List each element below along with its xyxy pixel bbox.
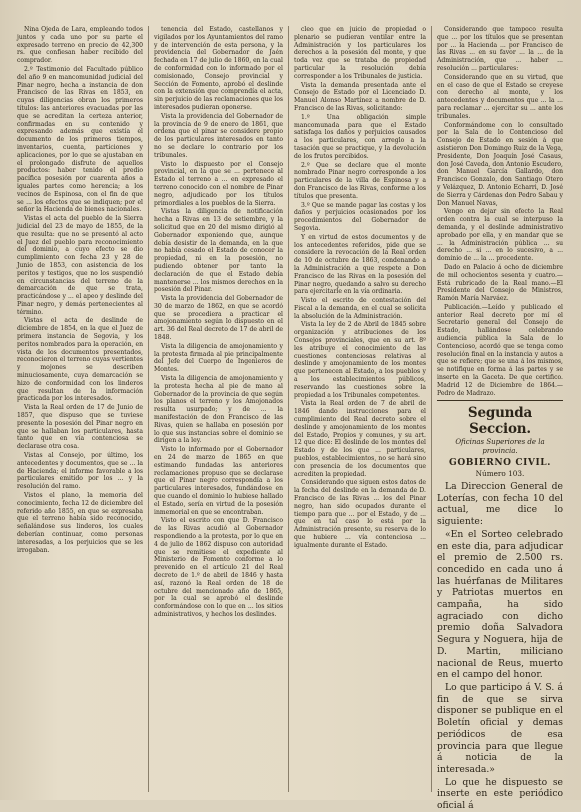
column-1	[12, 26, 149, 792]
paragraph: Visto lo dispuesto por el Consejo provincial, en la que se ... pertenece al Estado el terreno a ... en expresado el terreno conocido con el nombre de Pinar negro, adjudicado por los títulos primordiales a los pueblos de la Sierra.	[154, 160, 283, 207]
paragraph: Visto el escrito de contestación del Fiscal a la demanda, en el cual se solicita la absolución de la Administración.	[294, 297, 426, 320]
paragraph: tenencia del Estado, castellanos y vigilados por los Ayuntamientos del ramo y de intervención de esta persona, y la providencia del Gobernador de Jaén fechada en 17 de julio de 1860, en la cual de conformidad con lo informado por el comisionado, Consejo provincial y Sección de Fomento, aprobó el deslinde con la extensión que comprendía el acta, sin perjuicio de las reclamaciones que los interesados pudieran oponerse.	[154, 26, 283, 111]
column-2	[149, 26, 289, 792]
paragraph: Nina Ojeda de Lara, empleando todos juntos y cada uno por su parte el expresado terreno en precio de 42,300 rs. que confiesan haber recibido del comprador.	[17, 26, 143, 65]
paragraph: Vistas al Consejo, por último, los antecedentes y documentos, que se ... la de Hacienda; el informe favorable a los particulares emitido por los ... y la resolución del ramo.	[17, 452, 143, 491]
section-divider	[437, 400, 563, 401]
paragraph: Vista la demanda presentada ante el Consejo de Estado por el Licenciado D. Manuel Alonso Martínez a nombre de D. Francisco de las Rivas, solicitando:	[294, 81, 426, 112]
paragraph: Publicación.—Leído y publicado el anterior Real decreto por mí el Secretario general del Consejo de Estado, hallándose celebrando audiencia pública la Sala de lo Contencioso, acordó que se tenga como resolución final en la instancia y autos a que se refiere; que se una á los mismos, se notifique en forma á las partes y se inserte en la Gaceta. De que certifico. Madrid 12 de Diciembre de 1864.—Pedro de Madrazo.	[437, 303, 563, 397]
text-columns	[12, 26, 575, 812]
paragraph: Visto lo informado por el Gobernador en 24 de marzo de 1865 en que estimando fundadas las anteriores reclamaciones propuso que se declarase que el Pinar negro correspondía a los particulares interesados, fundándose en que cuando el dominio lo hubiese hallado el Estado, sería en virtud de la posesión inmemorial en que se encontraban.	[154, 446, 283, 516]
notice-number: Número 103.	[475, 469, 525, 479]
column-3	[289, 26, 432, 792]
paragraph: Vista la diligencia de amojonamiento y la protesta firmada al pie principalmente del Jefe del Cuerpo de Ingenieros de Montes.	[154, 342, 283, 374]
paragraph: Vistos el plano, la memoria del conocimiento, fecha 12 de diciembre del referido año 1855, en que se expresaba que el terreno había sido reconocido, señalándose sus linderos, los cuales deberían continuar, como personas interesadas, a los perjuicios que se les irrogaban.	[17, 492, 143, 554]
notice-paragraph: Lo que he dispuesto se inserte en este periódico oficial á	[437, 776, 563, 812]
notice-paragraph: Lo que participo á V. S. á fin de que se sirva disponer se publique en el Boletín oficial y demas periódicos de esa provincia para que llegue á noticia de la interesada.»	[437, 682, 563, 775]
paragraph: Vista la providencia del Gobernador de la provincia de 9 de enero de 1861, que ordena que el pinar se considere propio de los particulares interesados en tanto no se declare lo contrario por los tribunales.	[154, 112, 283, 159]
paragraph: Vistas la diligencia de notificación hecha a Rivas en 13 de setiembre, y la solicitud que en 20 del mismo dirigió al Gobernador exponiendo que, aunque debía desistir de la demanda, en la que no había cesado el Estado de conocer la propiedad, ni en la posesión, no pudiendo obtener por tanto la declaración de que el Estado debía mantenerse ... los mismos derechos en la posesión del Pinar.	[154, 208, 283, 294]
paragraph: cleo que en juicio de propiedad o plenario se pudieran ventilar entre la Administración y los particulares los derechos a la posesión del monte, y que toda vez que se trataba de propiedad particular la resolución debía corresponder a los Tribunales de justicia.	[294, 26, 426, 80]
section-subtitle: Oficinas Superiores de la provincia.	[455, 438, 545, 456]
paragraph: Y en virtud de estos documentos y de los antecedentes referidos, pide que se considere la revocación de la Real orden de 10 de octubre de 1863, condenando a la Administración a que respete a Don Francisco de las Rivas en la posesión del Pinar negro, quedando a salvo su derecho para ejercitarle en la vía ordinaria.	[294, 233, 426, 296]
paragraph: Considerando que en su virtud, que en el caso de que el Estado se creyese con derecho al monte, y los antecedentes y documentos que ... la ... para reclamar ... ejercitar su ... ante los tribunales.	[437, 73, 563, 120]
paragraph: Vista la providencia del Gobernador de 30 de marzo de 1862, en que se acordó que se procediera a practicar el amojonamiento según lo dispuesto en el art. 36 del Real decreto de 17 de abril de 1848.	[154, 295, 283, 342]
notice-paragraph: «En el Sorteo celebrado en este dia, para adjudicar el premio de 2.500 rs. concedido en cada uno á las huérfanas de Militares y Patriotas muertos en campaña, ha sido agraciado con dicho premio doña Salvadora Segura y Noguera, hija de D. Martin, miliciano nacional de Reus, muerto en el campo del honor.	[437, 528, 563, 681]
paragraph: Vengo en dejar sin efecto la Real orden contra la cual se interpuso la demanda, y el deslinde administrativo aprobado por ella, y en mandar que se ... la Administración pública ... su derecho ... si ... en lo sucesivo, a ... dominio de ... la ... procedente.	[437, 208, 563, 263]
paragraph: Vista la ley de 2 de Abril de 1845 sobre organización y atribuciones de los Consejos provinciales, que en su art. 8º les atribuye el conocimiento de las cuestiones contenciosas relativas al deslinde y amojonamiento de los montes que pertenecen al Estado, a los pueblos y a los establecimientos públicos, reservando las cuestiones sobre la propiedad a los Tribunales competentes.	[294, 321, 426, 399]
paragraph: Vistas el acta del pueblo de la Sierra judicial del 23 de mayo de 1855, de la que resulta: que no se presentó al acto el Juez del pueblo para reconocimiento del dominio, a cuyo efecto se dio cumplimiento con fecha 23 y 28 de Junio de 1853, con asistencia de los peritos y testigos, que no los suspendió en circunstancias del terreno de la demarcación de que se trata, practicándose y ... el apeo y deslinde del Pinar negro, y demás pertenecientes al término.	[17, 215, 143, 316]
paragraph: Considerando que tampoco resulta que ... por los títulos que se presentan por ... la Hacienda ... por Francisco de las Rivas ... en su favor ... la ... de la Administración, que ... haber ... resolución ... particulares:	[437, 26, 563, 72]
paragraph: 1.º Una obligación simple mancomunada para que el Estado satisfaga los daños y perjuicios causados a los particulares, con arreglo a la tasación que se practique, y la devolución de los frutos percibidos.	[294, 113, 426, 160]
paragraph: Conformándome con lo consultado por la Sala de lo Contencioso del Consejo de Estado en sesión á que asistieron Don Domingo Ruiz de la Vega, Presidente, Don Joaquín José Casaus, don José Caveda, don Antonio Escudero, don Manuel García Gallardo, don Francisco Gonzalo, don Santiago Otero y Velázquez, D. Antonio Echarri, D. José de Sierra y Cárdenas don Pedro Sabau y Don Manuel Navas,	[437, 121, 563, 207]
paragraph: 2.º Que se declare que el monte nombrado Pinar negro corresponde a los particulares de la villa de Espinosa y a don Francisco de las Rivas, conforme a los títulos que presenta.	[294, 161, 426, 200]
section-title: Segunda Seccion.	[467, 405, 533, 438]
paragraph: Considerando que siguen estos datos de la fecha del deslinde en la demanda de D. Francisco de las Rivas ... los del Pinar negro, han sido ocupados durante el tiempo para que ... por el Estado, y de ... que en tal caso lo está por la Administración presente, su reserva de lo que hubiere ... vía contenciosa ... igualmente durante el Estado.	[294, 479, 426, 549]
government-heading: GOBIERNO CIVIL.	[449, 458, 551, 469]
paragraph: Vista la Real orden de 7 de abril de 1846 dando instrucciones para el cumplimiento del Real decreto sobre el deslinde y amojonamiento de los montes del Estado, Propios y comunes, y su art. 12 que dice: El deslinde de los montes del Estado y de los que ... particulares, pueblos, establecimientos, no se hará sino con presencia de los documentos que acrediten la propiedad.	[294, 400, 426, 478]
paragraph: Vista la diligencia de amojonamiento y la protesta hecha al pie de mano al Gobernador de la provincia de que según los planos el terreno y los Amojonados resulta usurpado; y de ... la manifestación de don Francisco de las Rivas, quien se hallaba en posesión por lo que sus instancias sobre el dominio se dirigen a la ley.	[154, 375, 283, 445]
paragraph: Dado en Palacio á ocho de diciembre de mil ochocientos sesenta y cuatro.—Está rubricado de la Real mano.—El Presidente del Consejo de Ministros, Ramón María Narváez.	[437, 263, 563, 303]
paragraph: 3.º Que se mande pagar las costas y los daños y perjuicios ocasionados por los procedimientos del Gobernador de Segovia.	[294, 201, 426, 232]
paragraph: Vista la Real orden de 17 de Junio de 1857, que dispuso que se tuviese presente la posesión del Pinar negro en que se hallaban los particulares, hasta tanto que en vía contenciosa se declarase otra cosa.	[17, 404, 143, 451]
paragraph: Visto el escrito con que D. Francisco de las Rivas acudió al Gobernador respondiendo a la protesta, por lo que en 4 de julio de 1862 dispuso con autoridad que se remitiese el expediente al Ministerio de Fomento conforme a lo prevenido en el artículo 21 del Real decreto de 1.º de abril de 1846 y hasta así, razonó la Real orden de 18 de octubre del mencionado año de 1865, por la cual se aprobó el deslinde conformándose con lo que en ... los sitios administrativos, y hechos los deslindes.	[154, 517, 283, 618]
paragraph: Vistas el acta de deslinde de diciembre de 1854, en la que el Juez de primera instancia de Segovia, y los peritos nombrados para la operación, en vista de los documentos presentados, reconocieron el terreno cuyas vertientes y mojones se describen minuciosamente, cuya demarcación se hizo de conformidad con los linderos que resultan de la información practicada por los interesados.	[17, 317, 143, 403]
paragraph: 2.º Testimonio del Facultado público del año 9 en mancomunidad judicial del Pinar negro, hecha a instancia de don Francisco de las Rivas en 1853, en cuyas diligencias obran los primeros títulos: las anteriores evacuadas por las que se acreditan la certeza anterior, confirmadas en su contenido y expresando además que existía el documento de los primeros tiempos, inventarios, cuenta, particiones y aplicaciones, por lo que se ajustaban en el prolongado disfrute de aquellos productos: haber tenido el predio pacífica posesión por cuarenta años a iguales partes como herencia; a los vecinos de Espinosa, con el fin de que se ... los efectos que se indiquen; por el señor la Hacienda de bienes nacionales.	[17, 65, 143, 214]
notice-body	[437, 481, 563, 812]
notice-paragraph: La Direccion General de Loterías, con fecha 10 del actual, me dice lo siguiente:	[437, 481, 563, 528]
column-4	[432, 26, 568, 812]
